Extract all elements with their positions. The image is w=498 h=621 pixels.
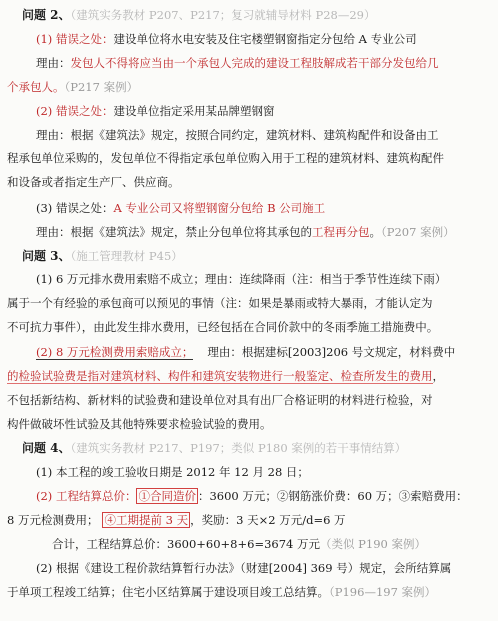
q2-error-2 bbox=[36, 103, 498, 119]
q4-p3b bbox=[7, 584, 498, 600]
q3-p2b-end: ， bbox=[432, 369, 444, 383]
q3-p2-reason: 理由：根据建标[2003]206 号文规定，材料费中 bbox=[207, 345, 456, 359]
q2-reason3-a: 理由：根据《建筑法》规定，禁止分包单位将其承包的 bbox=[36, 225, 312, 239]
q2-reason3-ref: （P207 案例） bbox=[381, 225, 455, 239]
q4-p2-line1 bbox=[36, 488, 498, 504]
q4-heading bbox=[22, 440, 498, 456]
q3-p2b-highlight: 的检验试验费是指对建筑材料、构件和建筑安装物进行一般鉴定、检查所发生的费用 bbox=[7, 369, 433, 383]
q3-p1c: 不可抗力事件），由此发生排水费用，已经包括在合同价款中的冬雨季施工措施费中。 bbox=[7, 320, 439, 334]
q4-p3b-text: 于单项工程竣工结算；住宅小区结算属于建设项目竣工总结算。 bbox=[7, 585, 329, 599]
q4-title-ref: （建筑实务教材 P217、P197；类似 P180 案例的若干事情结算） bbox=[70, 441, 407, 455]
q2-reason-2b: 程承包单位采购的，发包单位不得指定承包单位购入用于工程的建筑材料、建筑构配件 bbox=[7, 151, 444, 165]
q2-reason-1-cont bbox=[7, 79, 498, 95]
q2-error-3 bbox=[36, 200, 498, 216]
q2-reason3-c: 。 bbox=[369, 225, 381, 239]
q3-title-ref: （施工管理教材 P45） bbox=[70, 249, 183, 263]
q2-reason1-text-a: 发包人不得将应当由一个承包人完成的建设工程肢解成若干部分发包给几 bbox=[70, 56, 439, 70]
q2-reason1-label: 理由： bbox=[36, 56, 71, 70]
q4-p2-line2-a: 8 万元检测费用； bbox=[7, 513, 99, 527]
q2-reason1-ref: （P217 案例） bbox=[64, 80, 139, 94]
q2-reason-2c: 和设备或者指定生产厂、供应商。 bbox=[7, 175, 180, 189]
q4-p2-label: (2) 工程结算总价： bbox=[36, 489, 137, 503]
q3-p2a bbox=[36, 344, 498, 360]
q2-title-ref: （建筑实务教材 P207、P217；复习就辅导材料 P28—29） bbox=[70, 8, 376, 22]
q2-e3-label: (3) 错误之处： bbox=[36, 201, 114, 215]
q4-total-ref: （类似 P190 案例） bbox=[320, 537, 426, 551]
q2-reason-2a: 理由：根据《建筑法》规定，按照合同约定，建筑材料、建筑构配件和设备由工 bbox=[36, 128, 439, 142]
q4-p1: (1) 本工程的竣工验收日期是 2012 年 12 月 28 日； bbox=[36, 465, 309, 479]
q4-p2-line2-b: ，奖励：3 天×2 万元/d=6 万 bbox=[190, 513, 346, 527]
q2-e1-label: (1) 错误之处： bbox=[36, 32, 114, 46]
q2-reason-1 bbox=[36, 55, 498, 71]
q4-p3-ref: （P196—197 案例） bbox=[329, 585, 437, 599]
q2-reason-3 bbox=[36, 224, 498, 240]
q4-p3a: (2) 根据《建设工程价款结算暂行办法》（财建[2004] 369 号）规定，会所结算属 bbox=[36, 561, 452, 575]
q2-e1-text: 建设单位将水电安装及住宅楼塑钢窗指定分包给 A 专业公司 bbox=[113, 32, 417, 46]
q3-heading bbox=[22, 248, 498, 264]
q3-p2c: 不包括新结构、新材料的试验费和建设单位对具有出厂合格证明的材料进行检验，对 bbox=[7, 393, 433, 407]
q4-p2-item4: ④工期提前 3 天 bbox=[104, 513, 189, 527]
q4-p2-item1: ①合同造价 bbox=[138, 489, 196, 503]
q3-p1a: (1) 6 万元排水费用索赔不成立；理由：连续降雨（注：相当于季节性连续下雨） bbox=[36, 272, 447, 286]
q2-e3-text: A 专业公司又将塑钢窗分包给 B 公司施工 bbox=[113, 201, 326, 215]
q3-title: 问题 3、 bbox=[22, 249, 71, 263]
q4-total-text: 合计，工程结算总价：3600+60+8+6=3674 万元 bbox=[52, 537, 320, 551]
q3-p2d: 构件做破坏性试验及其他特殊要求检验试验的费用。 bbox=[7, 417, 272, 431]
q2-e2-text: 建设单位指定采用某品牌塑钢窗 bbox=[113, 104, 275, 118]
q2-reason3-b: 工程再分包 bbox=[312, 225, 370, 239]
q2-reason1-text-b: 个承包人。 bbox=[7, 80, 65, 94]
q3-p2-label: (2) 8 万元检测费用索赔成立； bbox=[36, 345, 194, 359]
q3-p2b bbox=[7, 368, 498, 384]
q2-heading bbox=[22, 7, 498, 23]
q2-error-1 bbox=[36, 31, 498, 47]
q4-p2-line2 bbox=[7, 512, 498, 528]
q4-total bbox=[52, 536, 498, 552]
q2-title: 问题 2、 bbox=[22, 8, 71, 22]
q4-p2-item1-val: ：3600 万元；②钢筋涨价费：60 万；③索赔费用： bbox=[197, 489, 468, 503]
q3-p1b: 属于一个有经验的承包商可以预见的事情（注：如果是暴雨或特大暴雨，才能认定为 bbox=[7, 296, 433, 310]
q4-title: 问题 4、 bbox=[22, 441, 71, 455]
q2-e2-label: (2) 错误之处： bbox=[36, 104, 114, 118]
